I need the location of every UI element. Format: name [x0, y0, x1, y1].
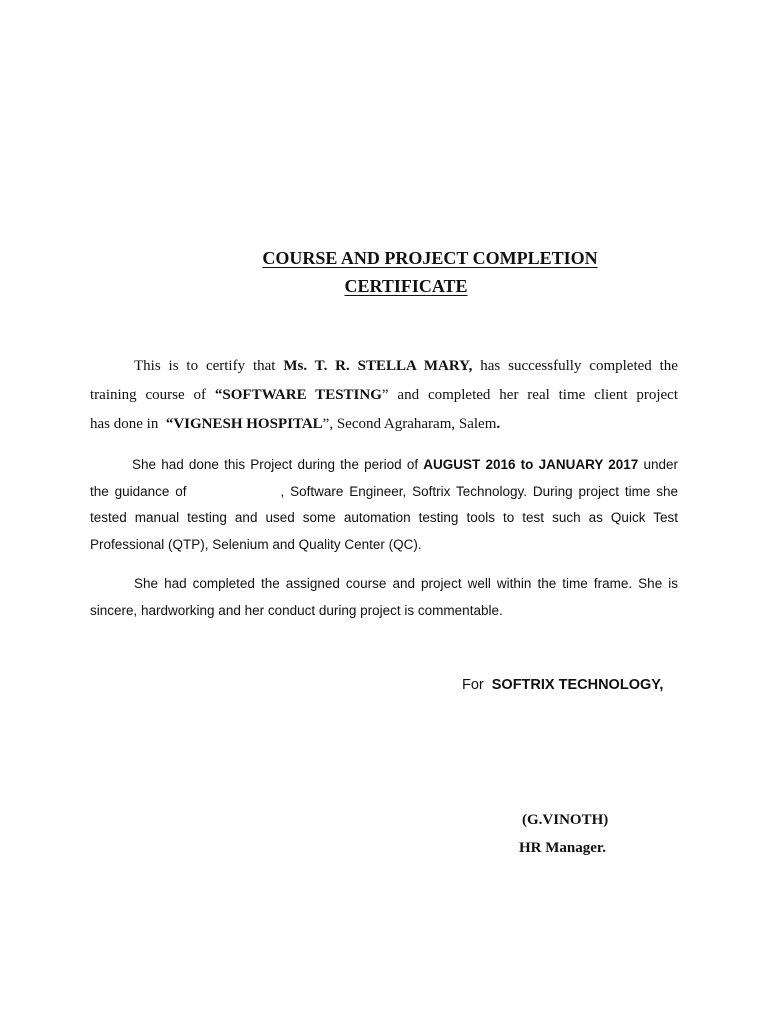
- for-label: For: [462, 677, 484, 693]
- certificate-title-line-1: COURSE AND PROJECT COMPLETION: [262, 248, 598, 268]
- text-segment: under: [638, 457, 679, 472]
- text-segment: has done in: [90, 416, 166, 432]
- student-name: Ms. T. R. STELLA MARY,: [283, 358, 473, 374]
- text-segment: ”, Second Agraharam, Salem: [322, 416, 497, 432]
- text-segment: This is to certify that: [134, 358, 284, 374]
- closing-line: [462, 677, 663, 693]
- paragraph-project-period: [90, 452, 678, 558]
- paragraph-conduct: [90, 570, 678, 624]
- paragraph-line: sincere, hardworking and her conduct during project is commentable.: [90, 603, 503, 618]
- paragraph-line: tested manual testing and used some automation testing tools to test such as Quick Test: [90, 510, 678, 525]
- text-segment: training course of: [90, 387, 215, 403]
- text-segment: has successfully completed the: [472, 358, 678, 374]
- paragraph-line: [90, 479, 678, 506]
- text-segment: ” and completed her real time client project: [381, 387, 679, 403]
- course-name: “SOFTWARE TESTING: [214, 387, 382, 403]
- project-period: AUGUST 2016 to JANUARY 2017: [423, 457, 639, 472]
- text-segment: She had done this Project during the period of: [132, 457, 424, 472]
- paragraph-line: [90, 352, 678, 381]
- paragraph-line: [90, 452, 678, 479]
- signatory-name: (G.VINOTH): [522, 812, 609, 828]
- text-segment: the guidance of: [90, 483, 187, 499]
- paragraph-certification: [90, 352, 678, 439]
- company-name: SOFTRIX TECHNOLOGY,: [491, 677, 664, 693]
- paragraph-line: [90, 410, 678, 439]
- text-segment: She had completed the assigned course and project well within the time frame. She is: [134, 576, 678, 591]
- paragraph-line: [90, 381, 678, 410]
- project-name: “VIGNESH HOSPITAL: [165, 416, 323, 432]
- text-segment: , Software Engineer, Softrix Technology. During project time she: [280, 483, 679, 499]
- certificate-title-line-2: CERTIFICATE: [344, 276, 468, 296]
- paragraph-line: [90, 570, 678, 597]
- text-segment: .: [496, 416, 501, 432]
- signatory-role: HR Manager.: [519, 840, 606, 856]
- paragraph-line: Professional (QTP), Selenium and Quality Center (QC).: [90, 536, 422, 552]
